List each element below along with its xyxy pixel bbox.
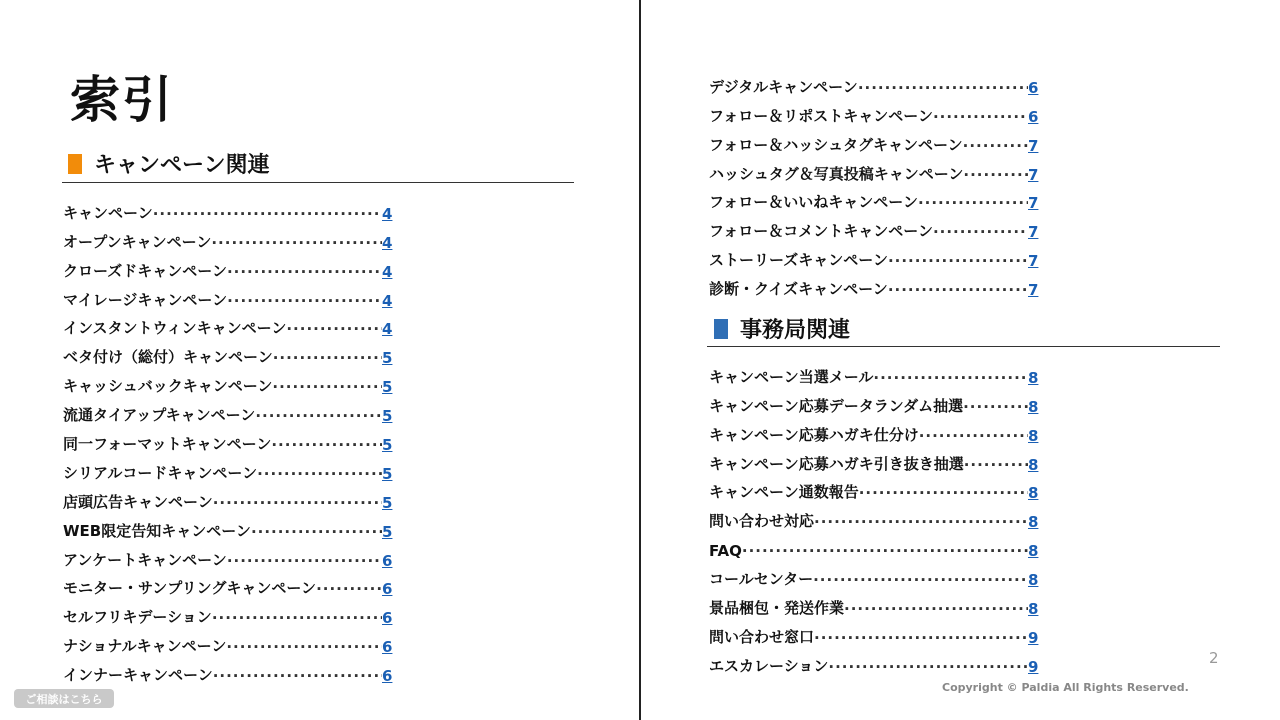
section-heading-office bbox=[714, 313, 850, 344]
toc-item bbox=[709, 445, 1044, 474]
toc-page-link[interactable]: 4 bbox=[382, 262, 393, 281]
toc-item-label: 流通タイアップキャンペーン bbox=[63, 406, 256, 425]
dot-leader bbox=[227, 292, 382, 310]
toc-page-link[interactable]: 4 bbox=[382, 320, 393, 339]
toc-page-link[interactable]: 5 bbox=[382, 464, 393, 483]
toc-page-link[interactable]: 8 bbox=[1028, 542, 1039, 561]
toc-item-label: 問い合わせ窓口 bbox=[709, 627, 815, 646]
dot-leader bbox=[742, 542, 1028, 560]
toc-item bbox=[63, 310, 398, 339]
toc-item-label: マイレージキャンペーン bbox=[63, 290, 228, 309]
toc-item bbox=[63, 656, 398, 685]
toc-page-link[interactable]: 7 bbox=[1028, 252, 1039, 271]
dot-leader bbox=[251, 523, 382, 541]
toc-page-link[interactable]: 7 bbox=[1028, 281, 1039, 300]
toc-list-campaign bbox=[63, 194, 398, 685]
toc-item bbox=[63, 338, 398, 367]
toc-item-label: フォロー＆リポストキャンペーン bbox=[709, 106, 933, 125]
toc-item-label: ナショナルキャンペーン bbox=[63, 637, 227, 656]
dot-leader bbox=[963, 166, 1028, 184]
toc-item bbox=[709, 97, 1044, 126]
dot-leader bbox=[153, 205, 382, 223]
dot-leader bbox=[272, 378, 382, 396]
toc-item-label: インナーキャンペーン bbox=[63, 666, 213, 685]
toc-item bbox=[709, 241, 1044, 270]
copyright-text: Copyright © Paldia All Rights Reserved. bbox=[942, 681, 1189, 694]
dot-leader bbox=[844, 600, 1028, 618]
dot-leader bbox=[813, 571, 1028, 589]
dot-leader bbox=[211, 234, 382, 252]
toc-item bbox=[709, 560, 1044, 589]
toc-page-link[interactable]: 9 bbox=[1028, 628, 1039, 647]
toc-page-link[interactable]: 6 bbox=[382, 609, 393, 628]
toc-item-label: キャンペーン当選メール bbox=[709, 367, 874, 386]
toc-item-label: キャンペーン bbox=[63, 203, 153, 222]
toc-item-label: アンケートキャンペーン bbox=[63, 550, 227, 569]
toc-item bbox=[63, 627, 398, 656]
dot-leader bbox=[213, 667, 382, 685]
toc-page-link[interactable]: 8 bbox=[1028, 426, 1039, 445]
toc-page-link[interactable]: 7 bbox=[1028, 194, 1039, 213]
toc-item bbox=[709, 358, 1044, 387]
dot-leader bbox=[257, 465, 382, 483]
toc-page-link[interactable]: 8 bbox=[1028, 397, 1039, 416]
toc-item-label: 店頭広告キャンペーン bbox=[63, 492, 213, 511]
toc-page-link[interactable]: 5 bbox=[382, 522, 393, 541]
toc-item bbox=[63, 483, 398, 512]
toc-list-campaign-continued bbox=[709, 68, 1044, 299]
section-heading-campaign bbox=[68, 148, 270, 179]
toc-item-label: ストーリーズキャンペーン bbox=[709, 251, 888, 270]
toc-item bbox=[63, 570, 398, 599]
dot-leader bbox=[888, 252, 1028, 270]
section-rule bbox=[707, 346, 1220, 347]
toc-page-link[interactable]: 5 bbox=[382, 378, 393, 397]
toc-item-label: キャンペーン通数報告 bbox=[709, 483, 859, 502]
toc-item-label: キャッシュバックキャンペーン bbox=[63, 377, 273, 396]
toc-item bbox=[63, 194, 398, 223]
toc-page-link[interactable]: 7 bbox=[1028, 136, 1039, 155]
toc-item-label: 診断・クイズキャンペーン bbox=[709, 280, 888, 299]
toc-item-label: フォロー＆ハッシュタグキャンペーン bbox=[709, 135, 963, 154]
toc-page-link[interactable]: 6 bbox=[1028, 78, 1039, 97]
toc-page-link[interactable]: 5 bbox=[382, 436, 393, 455]
toc-item-label: オープンキャンペーン bbox=[63, 232, 212, 251]
section-title: キャンペーン関連 bbox=[94, 153, 270, 178]
dot-leader bbox=[227, 263, 382, 281]
toc-page-link[interactable]: 7 bbox=[1028, 165, 1039, 184]
toc-item bbox=[709, 68, 1044, 97]
toc-item bbox=[709, 184, 1044, 213]
dot-leader bbox=[873, 369, 1028, 387]
section-marker-icon bbox=[714, 319, 728, 339]
toc-page-link[interactable]: 8 bbox=[1028, 484, 1039, 503]
dot-leader bbox=[226, 638, 382, 656]
dot-leader bbox=[963, 137, 1028, 155]
page-number: 2 bbox=[1209, 649, 1219, 667]
page-title: 索引 bbox=[70, 71, 174, 129]
toc-page-link[interactable]: 8 bbox=[1028, 571, 1039, 590]
toc-item bbox=[709, 416, 1044, 445]
section-title: 事務局関連 bbox=[740, 318, 851, 343]
toc-item bbox=[63, 223, 398, 252]
toc-item-label: クローズドキャンペーン bbox=[63, 261, 227, 280]
dot-leader bbox=[213, 494, 382, 512]
toc-item-label: 景品梱包・発送作業 bbox=[709, 599, 845, 618]
toc-item-label: FAQ bbox=[709, 542, 742, 561]
toc-page-link[interactable]: 6 bbox=[382, 667, 393, 686]
toc-item bbox=[709, 647, 1044, 676]
toc-item bbox=[63, 598, 398, 627]
dot-leader bbox=[963, 398, 1028, 416]
toc-item-label: フォロー＆いいねキャンペーン bbox=[709, 193, 918, 212]
dot-leader bbox=[227, 552, 382, 570]
toc-item-label: キャンペーン応募ハガキ引き抜き抽選 bbox=[709, 454, 964, 473]
toc-item bbox=[709, 126, 1044, 155]
toc-item-label: インスタントウィンキャンペーン bbox=[63, 319, 287, 338]
toc-item-label: コールセンター bbox=[709, 570, 814, 589]
toc-item bbox=[709, 618, 1044, 647]
dot-leader bbox=[859, 484, 1028, 502]
consult-button[interactable]: ご相談はこちら bbox=[14, 689, 114, 708]
toc-item-label: モニター・サンプリングキャンペーン bbox=[63, 579, 317, 598]
toc-item-label: エスカレーション bbox=[709, 656, 829, 675]
toc-list-office bbox=[709, 358, 1044, 676]
toc-item-label: 問い合わせ対応 bbox=[709, 512, 815, 531]
dot-leader bbox=[271, 436, 382, 454]
dot-leader bbox=[858, 79, 1028, 97]
dot-leader bbox=[286, 320, 382, 338]
section-marker-icon bbox=[68, 154, 82, 174]
toc-item bbox=[63, 541, 398, 570]
toc-page-link[interactable]: 6 bbox=[382, 551, 393, 570]
toc-item bbox=[709, 212, 1044, 241]
dot-leader bbox=[888, 281, 1028, 299]
toc-item bbox=[63, 425, 398, 454]
dot-leader bbox=[814, 513, 1028, 531]
toc-page-link[interactable]: 8 bbox=[1028, 455, 1039, 474]
dot-leader bbox=[964, 456, 1028, 474]
dot-leader bbox=[212, 609, 382, 627]
dot-leader bbox=[918, 194, 1028, 212]
dot-leader bbox=[919, 427, 1028, 445]
dot-leader bbox=[316, 580, 382, 598]
page-divider bbox=[639, 0, 641, 720]
toc-page-link[interactable]: 5 bbox=[382, 493, 393, 512]
toc-item bbox=[709, 387, 1044, 416]
toc-item bbox=[63, 252, 398, 281]
toc-item-label: ベタ付け（総付）キャンペーン bbox=[63, 348, 273, 367]
toc-page-link[interactable]: 5 bbox=[382, 349, 393, 368]
toc-item-label: WEB限定告知キャンペーン bbox=[63, 521, 251, 540]
toc-item-label: セルフリキデーション bbox=[63, 608, 212, 627]
toc-item bbox=[63, 367, 398, 396]
toc-item bbox=[63, 454, 398, 483]
section-rule bbox=[62, 182, 574, 183]
toc-page-link[interactable]: 8 bbox=[1028, 513, 1039, 532]
toc-item-label: キャンペーン応募ハガキ仕分け bbox=[709, 425, 919, 444]
toc-page-link[interactable]: 7 bbox=[1028, 223, 1039, 242]
toc-page-link[interactable]: 5 bbox=[382, 407, 393, 426]
toc-item bbox=[63, 512, 398, 541]
toc-item bbox=[709, 589, 1044, 618]
toc-page-link[interactable]: 4 bbox=[382, 291, 393, 310]
toc-page-link[interactable]: 9 bbox=[1028, 657, 1039, 676]
dot-leader bbox=[828, 658, 1028, 676]
toc-page-link[interactable]: 6 bbox=[382, 580, 393, 599]
dot-leader bbox=[933, 223, 1028, 241]
dot-leader bbox=[814, 629, 1028, 647]
toc-page-link[interactable]: 8 bbox=[1028, 368, 1039, 387]
toc-item bbox=[709, 502, 1044, 531]
toc-item bbox=[709, 531, 1044, 560]
toc-page-link[interactable]: 6 bbox=[382, 638, 393, 657]
toc-item bbox=[709, 270, 1044, 299]
toc-item bbox=[709, 474, 1044, 503]
toc-item bbox=[63, 396, 398, 425]
toc-item-label: キャンペーン応募データランダム抽選 bbox=[709, 396, 964, 415]
dot-leader bbox=[255, 407, 382, 425]
toc-item bbox=[63, 281, 398, 310]
toc-page-link[interactable]: 8 bbox=[1028, 600, 1039, 619]
dot-leader bbox=[933, 108, 1028, 126]
toc-item bbox=[709, 155, 1044, 184]
toc-page-link[interactable]: 6 bbox=[1028, 107, 1039, 126]
toc-item-label: ハッシュタグ＆写真投稿キャンペーン bbox=[709, 164, 964, 183]
dot-leader bbox=[273, 349, 382, 367]
toc-item-label: 同一フォーマットキャンペーン bbox=[63, 435, 272, 454]
toc-page-link[interactable]: 4 bbox=[382, 233, 393, 252]
toc-item-label: フォロー＆コメントキャンペーン bbox=[709, 222, 933, 241]
toc-page-link[interactable]: 4 bbox=[382, 204, 393, 223]
toc-item-label: デジタルキャンペーン bbox=[709, 77, 858, 96]
toc-item-label: シリアルコードキャンペーン bbox=[63, 463, 258, 482]
